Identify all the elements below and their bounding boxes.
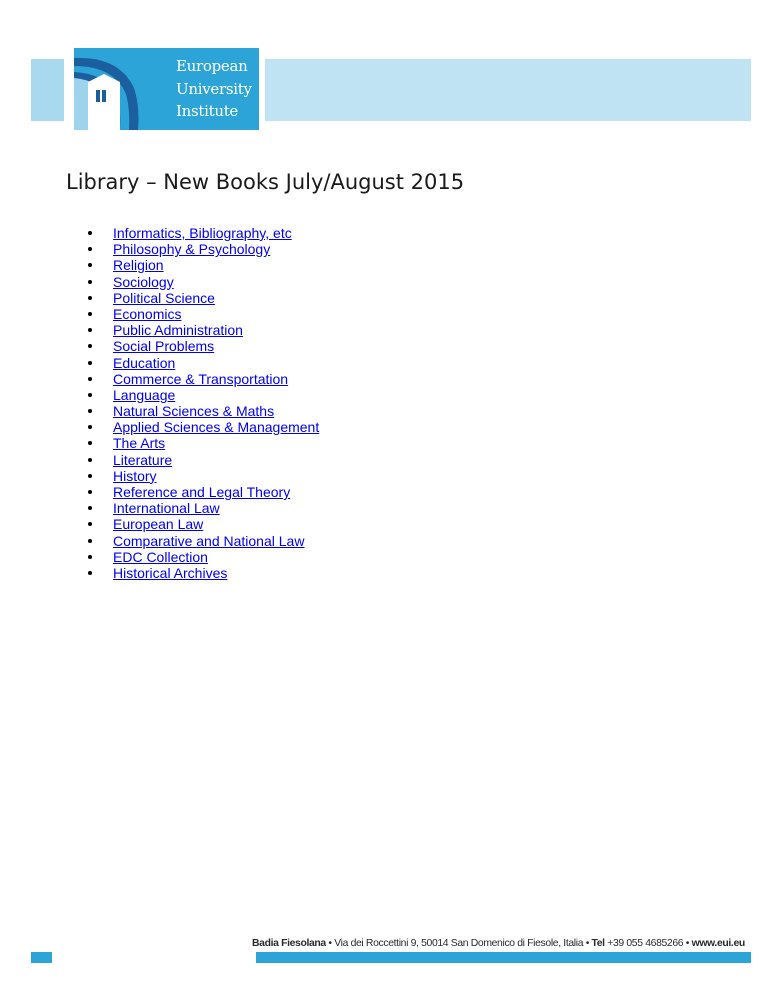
bullet-icon [88, 555, 92, 559]
list-item [87, 500, 319, 516]
subject-link[interactable]: Applied Sciences & Management [113, 419, 320, 436]
subject-link[interactable]: History [113, 467, 157, 484]
subject-link[interactable]: Philosophy & Psychology [113, 241, 271, 258]
list-item [87, 516, 319, 532]
footer-bar-left [31, 952, 52, 963]
list-item [87, 241, 319, 257]
list-item [87, 419, 319, 435]
bullet-icon [88, 425, 92, 429]
subject-link[interactable]: Social Problems [113, 338, 215, 355]
bullet-icon [88, 522, 92, 526]
eui-logo [74, 48, 259, 130]
footer-bar-right [256, 952, 751, 963]
bullet-icon [88, 328, 92, 332]
subject-link[interactable]: Education [113, 354, 176, 371]
bullet-icon [88, 263, 92, 267]
bullet-icon [88, 539, 92, 543]
subject-list [87, 225, 319, 581]
list-item [87, 403, 319, 419]
footer-tel-label: Tel [591, 938, 605, 949]
bullet-icon [88, 458, 92, 462]
footer-website: www.eui.eu [691, 938, 745, 949]
subject-link[interactable]: The Arts [113, 435, 166, 452]
subject-link[interactable]: Reference and Legal Theory [113, 484, 291, 500]
bullet-icon [88, 296, 92, 300]
list-item [87, 452, 319, 468]
bullet-icon [88, 361, 92, 365]
list-item [87, 338, 319, 354]
subject-link[interactable]: Literature [113, 451, 173, 468]
list-item [87, 484, 319, 500]
bullet-icon [88, 506, 92, 510]
bullet-icon [88, 490, 92, 494]
list-item [87, 435, 319, 451]
bullet-icon [88, 280, 92, 284]
bullet-icon [88, 409, 92, 413]
list-item [87, 306, 319, 322]
footer-street: Via dei Roccettini 9, 50014 San Domenico di Fiesole, Italia [334, 938, 584, 949]
list-item [87, 565, 319, 581]
list-item [87, 355, 319, 371]
subject-link[interactable]: International Law [113, 500, 220, 517]
list-item [87, 290, 319, 306]
subject-link[interactable]: Historical Archives [113, 564, 228, 581]
footer-separator: • [683, 938, 692, 949]
logo-line-european: European [176, 57, 248, 75]
bullet-icon [88, 377, 92, 381]
subject-link[interactable]: EDC Collection [113, 548, 208, 565]
list-item [87, 322, 319, 338]
bullet-icon [88, 247, 92, 251]
list-item [87, 225, 319, 241]
bullet-icon [88, 474, 92, 478]
footer-place: Badia Fiesolana [252, 938, 326, 949]
footer-tel-number: +39 055 4685266 [604, 938, 684, 949]
subject-link[interactable]: Religion [113, 257, 164, 274]
subject-link[interactable]: Political Science [113, 289, 215, 306]
subject-link[interactable]: Economics [113, 305, 182, 322]
bullet-icon [88, 344, 92, 348]
logo-line-university: University [176, 80, 252, 98]
subject-link[interactable]: Commerce & Transportation [113, 370, 289, 387]
subject-link[interactable]: Informatics, Bibliography, etc [113, 225, 292, 241]
subject-link[interactable]: Public Administration [113, 322, 243, 339]
footer-address [252, 938, 745, 950]
subject-link[interactable]: European Law [113, 516, 204, 533]
bullet-icon [88, 441, 92, 445]
subject-link[interactable]: Comparative and National Law [113, 532, 305, 549]
footer-separator: • [325, 938, 335, 949]
list-item [87, 468, 319, 484]
page-title: Library – New Books July/August 2015 [66, 170, 465, 194]
list-item [87, 387, 319, 403]
logo-line-institute: Institute [176, 102, 239, 120]
header-band-right [265, 59, 751, 121]
list-item [87, 371, 319, 387]
bullet-icon [88, 571, 92, 575]
subject-link[interactable]: Sociology [113, 273, 174, 290]
subject-link[interactable]: Language [113, 386, 176, 403]
list-item [87, 549, 319, 565]
bullet-icon [88, 393, 92, 397]
header-band-left [31, 59, 64, 121]
list-item [87, 533, 319, 549]
footer-separator: • [583, 938, 592, 949]
bullet-icon [88, 312, 92, 316]
bullet-icon [88, 231, 92, 235]
logo-arch-icon [74, 48, 165, 130]
list-item [87, 257, 319, 273]
subject-link[interactable]: Natural Sciences & Maths [113, 403, 275, 420]
logo-text-box [165, 48, 259, 130]
list-item [87, 274, 319, 290]
